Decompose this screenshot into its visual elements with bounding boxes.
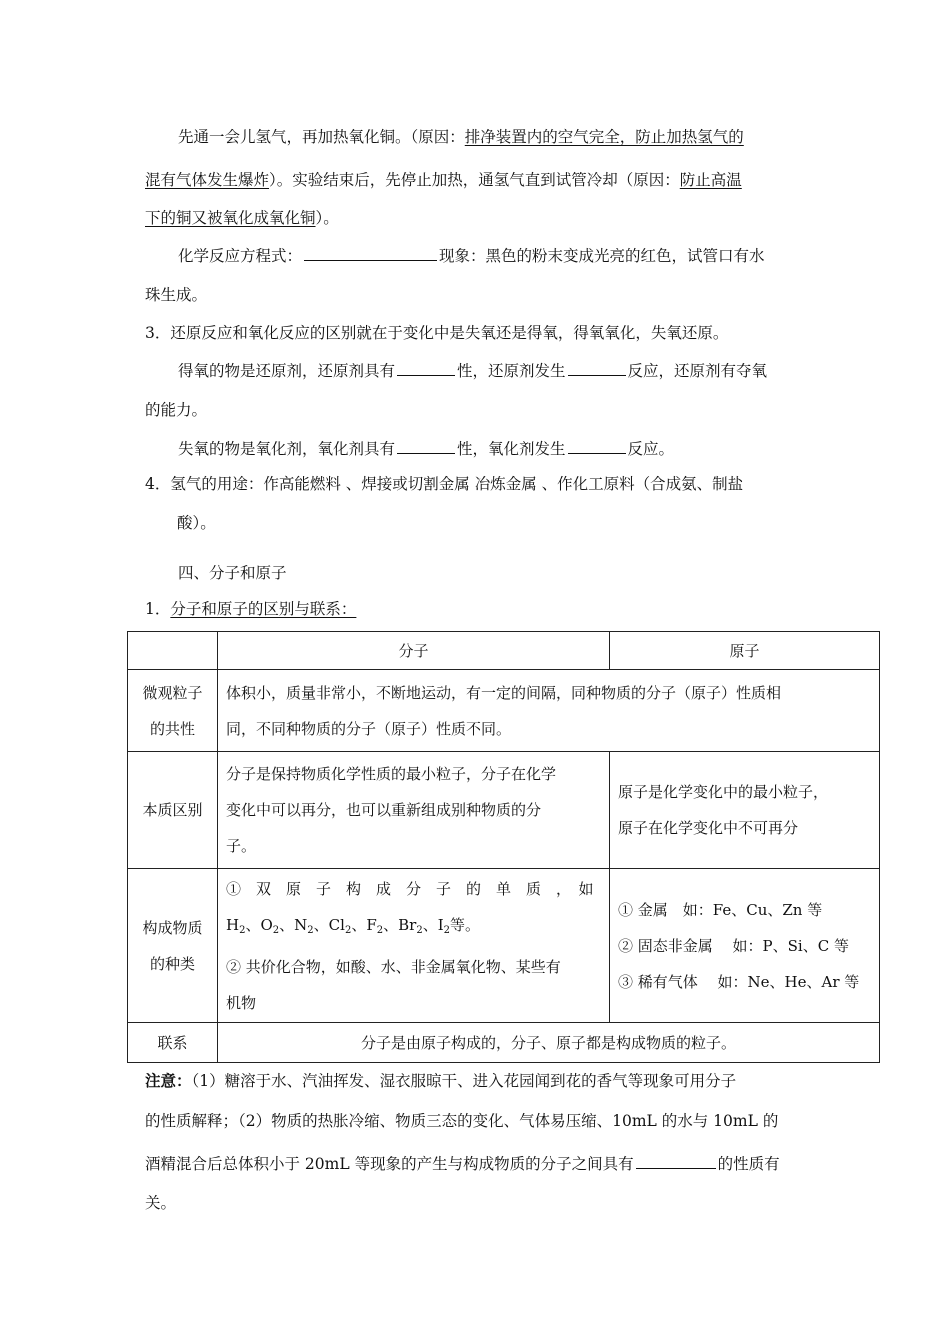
text: 分子和原子的区别与联系： xyxy=(170,600,357,618)
text: 、O xyxy=(245,915,273,934)
subscript: 2 xyxy=(344,924,352,936)
text: 现象：黑色的粉末变成光亮的红色，试管口有水 xyxy=(439,247,765,265)
text: 等。 xyxy=(450,915,481,934)
subscript: 2 xyxy=(272,924,280,936)
text: 性，还原剂发生 xyxy=(457,362,566,380)
text: 构成物质 xyxy=(142,918,203,937)
diatomic-formulas xyxy=(226,907,601,949)
text: H xyxy=(226,915,240,934)
text: 的性质有 xyxy=(717,1155,780,1173)
blank xyxy=(568,360,626,376)
molecule-types xyxy=(218,869,610,1023)
row-label-types xyxy=(128,869,218,1023)
oxidizing-agent-line xyxy=(178,438,674,459)
subscript: 2 xyxy=(416,924,423,936)
subscript: 2 xyxy=(307,924,314,936)
note-label: 注意： xyxy=(145,1071,192,1090)
text: 酒精混合后总体积小于 20mL 等现象的产生与构成物质的分子之间具有 xyxy=(145,1155,634,1173)
row-label-common xyxy=(128,670,218,752)
reason-underlined: 防止高温 xyxy=(679,171,742,189)
header-molecule: 分子 xyxy=(218,632,610,670)
text: ② 固态非金属 如：P、Si、C 等 xyxy=(618,936,849,955)
text: 原子在化学变化中不可再分 xyxy=(618,819,799,837)
atom-types xyxy=(610,869,880,1023)
hydrogen-reduction-step-line3 xyxy=(145,208,339,228)
text: 4．氢气的用途 xyxy=(145,475,248,493)
text: 、Br xyxy=(383,915,417,934)
text: 的种类 xyxy=(149,954,195,973)
text: ：作高能燃料 、焊接或切割金属 冶炼金属 、作化工原料（合成氨、制盐 xyxy=(247,475,744,493)
text: 反应，还原剂有夺氧 xyxy=(627,362,768,380)
text: 体积小，质量非常小，不断地运动，有一定的间隔，同种物质的分子（原子）性质相 xyxy=(226,683,782,702)
text: （1）糖溶于水、汽油挥发、湿衣服晾干、进入花园闻到花的香气等现象可用分子 xyxy=(191,1072,737,1090)
text: 、F xyxy=(351,915,377,934)
text: 机物 xyxy=(226,993,257,1012)
text: 微观粒子 xyxy=(142,683,203,702)
subscript: 2 xyxy=(443,924,451,936)
text: 、N xyxy=(279,915,308,934)
text: 子。 xyxy=(226,837,257,855)
text: 性，氧化剂发生 xyxy=(457,440,566,458)
hydrogen-reduction-step-line1 xyxy=(178,127,744,147)
text: 的共性 xyxy=(149,719,195,738)
row-label-difference: 本质区别 xyxy=(128,752,218,869)
blank xyxy=(397,438,455,454)
text: 化学反应方程式： xyxy=(178,247,303,265)
reason-underlined: 下的铜又被氧化成氧化铜 xyxy=(145,209,316,227)
note-line2: 的性质解释；（2）物质的热胀冷缩、物质三态的变化、气体易压缩、10mL 的水与 10mL 的 xyxy=(145,1112,779,1130)
note-line4: 关。 xyxy=(145,1194,177,1212)
subscript: 2 xyxy=(376,924,384,936)
text: 先通一会儿氢气，再加热氧化铜。（原因： xyxy=(178,128,465,146)
note-blank xyxy=(636,1153,716,1169)
text: ）。实验结束后，先停止加热，通氢气直到试管冷却（原因： xyxy=(269,171,680,189)
text: ）。 xyxy=(315,209,339,227)
connection-text: 分子是由原子构成的，分子、原子都是构成物质的粒子。 xyxy=(218,1023,880,1063)
blank xyxy=(568,438,626,454)
row-label-connection: 联系 xyxy=(128,1023,218,1063)
text: ② 共价化合物，如酸、水、非金属氧化物、某些有 xyxy=(226,957,561,976)
subsection-title xyxy=(145,599,356,619)
note-line1 xyxy=(145,1071,736,1091)
text: 分子是保持物质化学性质的最小粒子，分子在化学 xyxy=(226,765,557,783)
molecule-atom-table xyxy=(127,631,880,1063)
text: 变化中可以再分，也可以重新组成别种物质的分 xyxy=(226,801,542,819)
header-atom: 原子 xyxy=(610,632,880,670)
header-empty xyxy=(128,632,218,670)
reason-underlined: 排净装置内的空气完全，防止加热氢气的 xyxy=(464,128,744,146)
text: 1． xyxy=(145,600,171,618)
common-properties xyxy=(218,670,880,752)
reducing-agent-line2: 的能力。 xyxy=(145,401,208,419)
item-4 xyxy=(145,474,743,494)
section-heading: 四、分子和原子 xyxy=(178,564,287,582)
text: 原子是化学变化中的最小粒子， xyxy=(618,783,829,801)
text: 得氧的物是还原剂，还原剂具有 xyxy=(178,362,396,380)
text: ① 金属 如：Fe、Cu、Zn 等 xyxy=(618,900,823,919)
equation-blank xyxy=(304,245,437,261)
note-line3 xyxy=(145,1153,780,1174)
reducing-agent-line xyxy=(178,360,767,381)
text: ① 双 原 子 构 成 分 子 的 单 质 ， 如 xyxy=(226,879,594,898)
blank xyxy=(397,360,455,376)
text: 、Cl xyxy=(313,915,345,934)
text: 同，不同种物质的分子（原子）性质不同。 xyxy=(226,719,512,738)
molecule-difference xyxy=(218,752,610,869)
equation-line xyxy=(178,245,765,266)
item-3: 3．还原反应和氧化反应的区别就在于变化中是失氧还是得氧，得氧氧化，失氧还原。 xyxy=(145,324,729,342)
atom-difference xyxy=(610,752,880,869)
text: ③ 稀有气体 如：Ne、He、Ar 等 xyxy=(618,972,860,991)
phenomenon-line2: 珠生成。 xyxy=(145,286,208,304)
hydrogen-reduction-step-line2 xyxy=(145,170,742,190)
text: 、I xyxy=(422,915,444,934)
subscript: 2 xyxy=(239,924,246,936)
text: 反应。 xyxy=(627,440,675,458)
item-4-line2: 酸）。 xyxy=(177,514,216,532)
text: 失氧的物是氧化剂，氧化剂具有 xyxy=(178,440,396,458)
reason-underlined: 混有气体发生爆炸 xyxy=(145,171,270,189)
